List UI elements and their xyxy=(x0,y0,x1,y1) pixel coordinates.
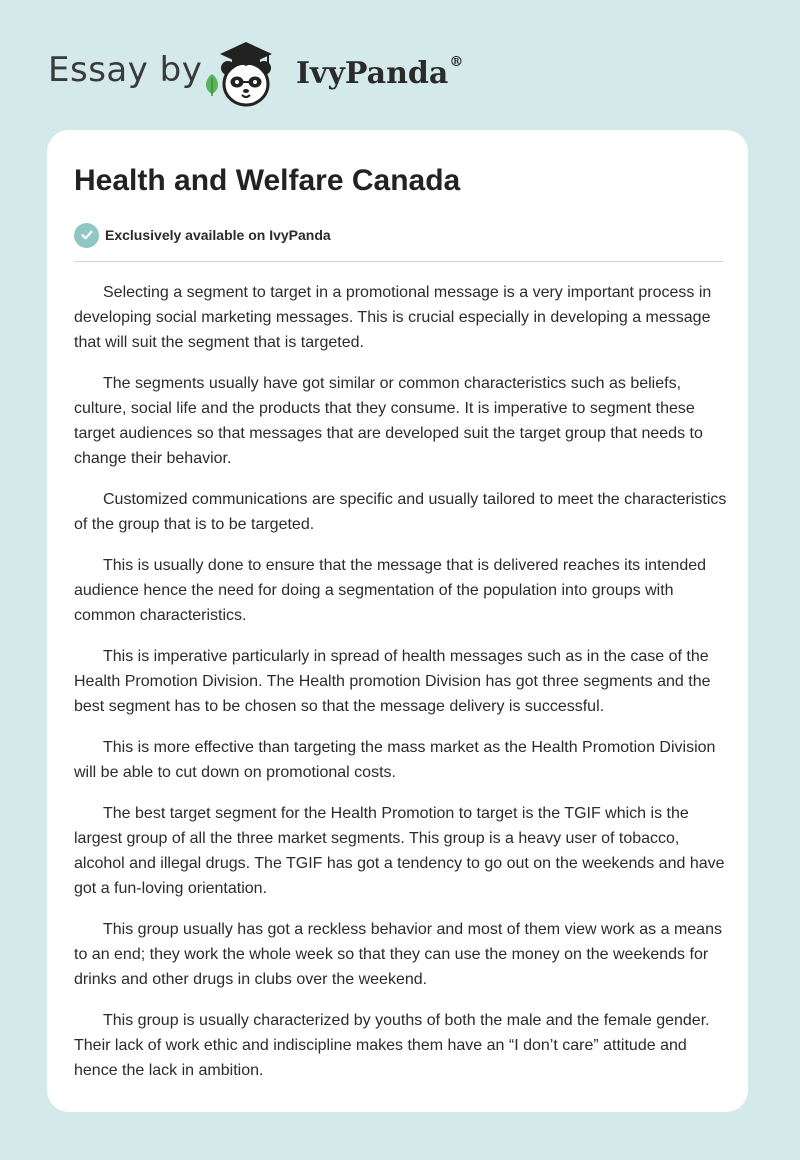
ivypanda-logo-text[interactable]: IvyPanda® xyxy=(296,54,464,91)
exclusive-label: Exclusively available on IvyPanda xyxy=(105,227,331,243)
paragraph: The segments usually have got similar or common characteristics such as beliefs, culture, social life and the products that they consume. It is imperative to segment these target audiences so that messages that are developed suit the target group that needs to change their behavior. xyxy=(74,375,703,467)
essay-by-label: Essay by xyxy=(48,50,203,90)
paragraph: This group usually has got a reckless behavior and most of them view work as a means to an end; they work the whole week so that they can use the money on the weekends for drinks and other drugs in clubs over the weekend. xyxy=(74,921,722,988)
essay-card xyxy=(47,130,748,1112)
site-header xyxy=(0,0,800,130)
paragraph: This group is usually characterized by youths of both the male and the female gender. Their lack of work ethic and indiscipline makes them have an “I don’t care” attitude and hence the lack in ambition. xyxy=(74,1012,710,1079)
paragraph: This is more effective than targeting the mass market as the Health Promotion Division will be able to cut down on promotional costs. xyxy=(74,739,716,781)
essay-body xyxy=(74,280,734,1099)
paragraph: The best target segment for the Health Promotion to target is the TGIF which is the largest group of all the three market segments. This group is a heavy user of tobacco, alcohol and illegal drugs. The TGIF has got a tendency to go out on the weekends and have got a fun-loving orientation. xyxy=(74,805,725,897)
paragraph: This is usually done to ensure that the message that is delivered reaches its intended audience hence the need for doing a segmentation of the population into groups with common characteristics. xyxy=(74,557,707,624)
exclusive-badge xyxy=(74,222,331,248)
check-icon xyxy=(74,223,99,248)
paragraph: Selecting a segment to target in a promotional message is a very important process in developing social marketing messages. This is crucial especially in developing a message that will suit the segment that is targeted. xyxy=(74,284,712,351)
page-title: Health and Welfare Canada xyxy=(74,164,461,197)
paragraph: Customized communications are specific and usually tailored to meet the characteristics of the group that is to be targeted. xyxy=(74,491,727,533)
panda-graduate-icon[interactable] xyxy=(198,34,294,110)
paragraph: This is imperative particularly in spread of health messages such as in the case of the Health Promotion Division. The Health promotion Division has got three segments and the best segment has to be chosen so that the message delivery is successful. xyxy=(74,648,711,715)
divider xyxy=(74,261,723,262)
